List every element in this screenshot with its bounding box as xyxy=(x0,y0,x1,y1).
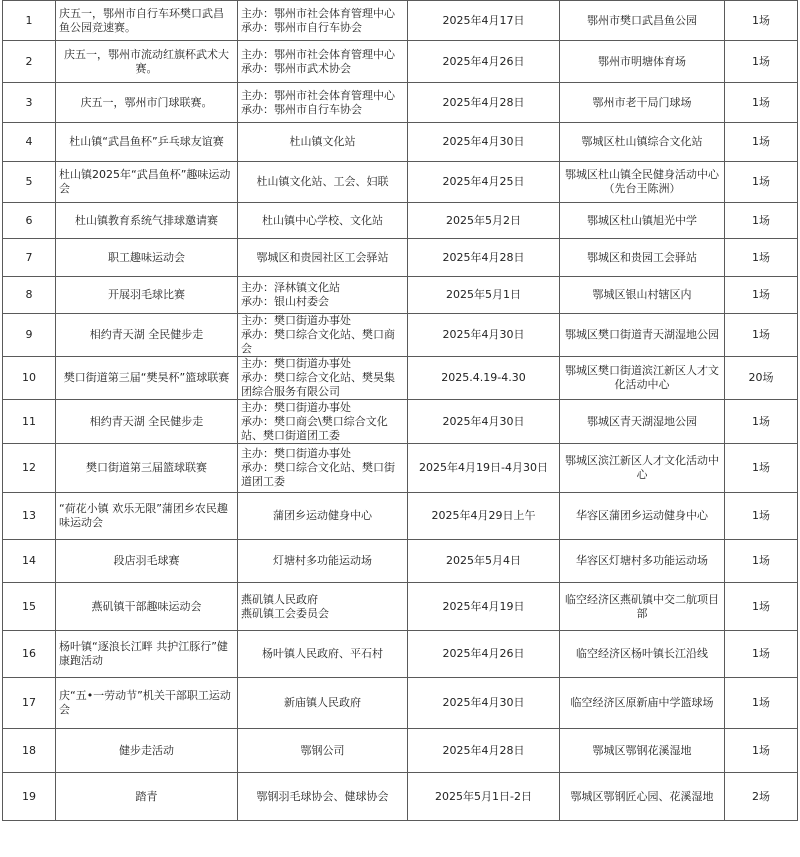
row-number-cell: 16 xyxy=(3,631,56,678)
session-count-cell: 1场 xyxy=(725,493,798,540)
session-count-cell: 1场 xyxy=(725,162,798,203)
session-count-cell: 2场 xyxy=(725,773,798,821)
table-row xyxy=(3,203,798,239)
organizer-cell xyxy=(238,540,408,583)
event-name-cell: “荷花小镇 欢乐无限”蒲团乡农民趣味运动会 xyxy=(56,493,238,540)
organizer-line: 杨叶镇人民政府、平石村 xyxy=(262,647,383,660)
event-name-cell: 杜山镇2025年“武昌鱼杯”趣味运动会 xyxy=(56,162,238,203)
row-number-cell: 1 xyxy=(3,1,56,41)
organizer-line: 蒲团乡运动健身中心 xyxy=(273,509,372,522)
organizer-line: 承办：樊口综合文化站、樊口商会 xyxy=(241,328,395,355)
session-count-cell: 1场 xyxy=(725,203,798,239)
table-row xyxy=(3,314,798,357)
organizer-cell xyxy=(238,162,408,203)
organizer-cell xyxy=(238,357,408,400)
venue-cell: 鄂城区银山村辖区内 xyxy=(560,277,725,314)
venue-cell: 临空经济区燕矶镇中交二航项目部 xyxy=(560,583,725,631)
table-row xyxy=(3,444,798,493)
organizer-cell xyxy=(238,83,408,123)
table-row xyxy=(3,162,798,203)
venue-cell: 华容区蒲团乡运动健身中心 xyxy=(560,493,725,540)
organizer-cell xyxy=(238,729,408,773)
venue-cell: 鄂城区杜山镇综合文化站 xyxy=(560,123,725,162)
row-number-cell: 8 xyxy=(3,277,56,314)
table-row xyxy=(3,583,798,631)
event-name-cell: 庆“五•一劳动节”机关干部职工运动会 xyxy=(56,678,238,729)
venue-cell: 临空经济区原新庙中学篮球场 xyxy=(560,678,725,729)
event-schedule-table xyxy=(2,0,798,821)
table-row xyxy=(3,239,798,277)
session-count-cell: 1场 xyxy=(725,314,798,357)
venue-cell: 鄂城区樊口街道青天湖湿地公园 xyxy=(560,314,725,357)
event-name-cell: 杨叶镇“逐浪长江畔 共护江豚行”健康跑活动 xyxy=(56,631,238,678)
event-date-cell: 2025年4月30日 xyxy=(408,678,560,729)
organizer-cell xyxy=(238,203,408,239)
organizer-line: 主办：鄂州市社会体育管理中心 xyxy=(241,47,395,61)
event-date-cell: 2025年4月17日 xyxy=(408,1,560,41)
event-name-cell: 开展羽毛球比赛 xyxy=(56,277,238,314)
session-count-cell: 1场 xyxy=(725,540,798,583)
event-date-cell: 2025年4月28日 xyxy=(408,83,560,123)
venue-cell: 鄂城区樊口街道滨江新区人才文化活动中心 xyxy=(560,357,725,400)
venue-cell: 鄂城区滨江新区人才文化活动中心 xyxy=(560,444,725,493)
venue-cell: 华容区灯塘村多功能运动场 xyxy=(560,540,725,583)
organizer-line: 燕矶镇人民政府 xyxy=(241,592,318,606)
table-row xyxy=(3,773,798,821)
venue-cell: 鄂城区杜山镇旭光中学 xyxy=(560,203,725,239)
row-number-cell: 9 xyxy=(3,314,56,357)
session-count-cell: 1场 xyxy=(725,41,798,83)
organizer-line: 主办：樊口街道办事处 xyxy=(241,314,351,327)
event-date-cell: 2025年4月30日 xyxy=(408,314,560,357)
organizer-line: 承办：银山村委会 xyxy=(241,295,329,308)
row-number-cell: 2 xyxy=(3,41,56,83)
venue-cell: 临空经济区杨叶镇长江沿线 xyxy=(560,631,725,678)
event-date-cell: 2025年4月25日 xyxy=(408,162,560,203)
organizer-cell xyxy=(238,123,408,162)
organizer-line: 燕矶镇工会委员会 xyxy=(241,606,329,620)
event-name-cell: 相约青天湖 全民健步走 xyxy=(56,400,238,444)
table-row xyxy=(3,277,798,314)
event-date-cell: 2025年4月19日 xyxy=(408,583,560,631)
session-count-cell: 1场 xyxy=(725,583,798,631)
event-date-cell: 2025年5月4日 xyxy=(408,540,560,583)
event-name-cell: 樊口街道第三届“樊昊杯”篮球联赛 xyxy=(56,357,238,400)
organizer-line: 主办：樊口街道办事处 xyxy=(241,447,351,460)
organizer-line: 杜山镇中心学校、文化站 xyxy=(262,213,383,227)
organizer-line: 新庙镇人民政府 xyxy=(284,696,361,709)
venue-cell: 鄂州市樊口武昌鱼公园 xyxy=(560,1,725,41)
organizer-cell xyxy=(238,583,408,631)
organizer-line: 鄂城区和贵园社区工会驿站 xyxy=(256,250,389,264)
table-row xyxy=(3,123,798,162)
organizer-cell xyxy=(238,631,408,678)
event-date-cell: 2025年4月26日 xyxy=(408,41,560,83)
table-row xyxy=(3,83,798,123)
event-name-cell: 职工趣味运动会 xyxy=(56,239,238,277)
event-date-cell: 2025年5月1日 xyxy=(408,277,560,314)
table-row xyxy=(3,41,798,83)
table-row xyxy=(3,678,798,729)
venue-cell: 鄂城区青天湖湿地公园 xyxy=(560,400,725,444)
row-number-cell: 10 xyxy=(3,357,56,400)
organizer-line: 杜山镇文化站、工会、妇联 xyxy=(256,175,389,188)
organizer-cell xyxy=(238,678,408,729)
organizer-cell xyxy=(238,444,408,493)
session-count-cell: 1场 xyxy=(725,400,798,444)
organizer-line: 主办：樊口街道办事处 xyxy=(241,357,351,370)
session-count-cell: 20场 xyxy=(725,357,798,400)
row-number-cell: 11 xyxy=(3,400,56,444)
venue-cell: 鄂州市老干局门球场 xyxy=(560,83,725,123)
organizer-line: 灯塘村多功能运动场 xyxy=(273,554,372,567)
event-date-cell: 2025年4月19日-4月30日 xyxy=(408,444,560,493)
table-body xyxy=(3,1,798,821)
organizer-line: 主办：樊口街道办事处 xyxy=(241,400,351,414)
organizer-line: 主办：泽林镇文化站 xyxy=(241,281,340,294)
organizer-line: 承办：鄂州市武术协会 xyxy=(241,61,351,75)
organizer-line: 杜山镇文化站 xyxy=(289,135,356,148)
organizer-line: 承办：樊口综合文化站、樊昊集团综合服务有限公司 xyxy=(241,371,395,398)
row-number-cell: 12 xyxy=(3,444,56,493)
organizer-cell xyxy=(238,1,408,41)
event-name-cell: 庆五一，鄂州市自行车环樊口武昌鱼公园竞速赛。 xyxy=(56,1,238,41)
event-name-cell: 杜山镇教育系统气排球邀请赛 xyxy=(56,203,238,239)
event-date-cell: 2025年4月28日 xyxy=(408,239,560,277)
table-row xyxy=(3,493,798,540)
organizer-line: 主办：鄂州市社会体育管理中心 xyxy=(241,6,395,20)
row-number-cell: 6 xyxy=(3,203,56,239)
session-count-cell: 1场 xyxy=(725,631,798,678)
session-count-cell: 1场 xyxy=(725,444,798,493)
event-name-cell: 相约青天湖 全民健步走 xyxy=(56,314,238,357)
session-count-cell: 1场 xyxy=(725,729,798,773)
row-number-cell: 17 xyxy=(3,678,56,729)
session-count-cell: 1场 xyxy=(725,83,798,123)
organizer-cell xyxy=(238,239,408,277)
row-number-cell: 13 xyxy=(3,493,56,540)
event-date-cell: 2025年5月1日-2日 xyxy=(408,773,560,821)
event-name-cell: 庆五一，鄂州市流动红旗杯武术大赛。 xyxy=(56,41,238,83)
event-name-cell: 庆五一，鄂州市门球联赛。 xyxy=(56,83,238,123)
organizer-cell xyxy=(238,400,408,444)
row-number-cell: 7 xyxy=(3,239,56,277)
venue-cell: 鄂城区杜山镇全民健身活动中心（先台王陈洲） xyxy=(560,162,725,203)
row-number-cell: 15 xyxy=(3,583,56,631)
event-date-cell: 2025年4月29日上午 xyxy=(408,493,560,540)
row-number-cell: 18 xyxy=(3,729,56,773)
venue-cell: 鄂城区鄂钢花溪湿地 xyxy=(560,729,725,773)
organizer-cell xyxy=(238,773,408,821)
table-row xyxy=(3,1,798,41)
row-number-cell: 19 xyxy=(3,773,56,821)
row-number-cell: 5 xyxy=(3,162,56,203)
event-name-cell: 樊口街道第三届篮球联赛 xyxy=(56,444,238,493)
session-count-cell: 1场 xyxy=(725,678,798,729)
event-date-cell: 2025年4月30日 xyxy=(408,400,560,444)
session-count-cell: 1场 xyxy=(725,123,798,162)
organizer-line: 鄂钢羽毛球协会、健球协会 xyxy=(256,789,389,803)
event-name-cell: 踏青 xyxy=(56,773,238,821)
row-number-cell: 3 xyxy=(3,83,56,123)
event-name-cell: 杜山镇“武昌鱼杯”乒乓球友谊赛 xyxy=(56,123,238,162)
organizer-line: 承办：鄂州市自行车协会 xyxy=(241,102,362,116)
venue-cell: 鄂州市明塘体育场 xyxy=(560,41,725,83)
organizer-line: 鄂钢公司 xyxy=(300,743,345,757)
table-row xyxy=(3,540,798,583)
row-number-cell: 4 xyxy=(3,123,56,162)
event-date-cell: 2025年4月28日 xyxy=(408,729,560,773)
row-number-cell: 14 xyxy=(3,540,56,583)
session-count-cell: 1场 xyxy=(725,1,798,41)
table-row xyxy=(3,357,798,400)
event-name-cell: 健步走活动 xyxy=(56,729,238,773)
organizer-line: 承办：樊口综合文化站、樊口街道团工委 xyxy=(241,461,395,488)
table-row xyxy=(3,729,798,773)
session-count-cell: 1场 xyxy=(725,277,798,314)
venue-cell: 鄂城区鄂钢匠心园、花溪湿地 xyxy=(560,773,725,821)
organizer-cell xyxy=(238,277,408,314)
organizer-cell xyxy=(238,314,408,357)
venue-cell: 鄂城区和贵园工会驿站 xyxy=(560,239,725,277)
event-date-cell: 2025年4月30日 xyxy=(408,123,560,162)
table-row xyxy=(3,631,798,678)
event-date-cell: 2025.4.19-4.30 xyxy=(408,357,560,400)
event-name-cell: 燕矶镇干部趣味运动会 xyxy=(56,583,238,631)
organizer-line: 承办：樊口商会\樊口综合文化站、樊口街道团工委 xyxy=(241,414,388,442)
organizer-line: 承办：鄂州市自行车协会 xyxy=(241,20,362,34)
session-count-cell: 1场 xyxy=(725,239,798,277)
table-row xyxy=(3,400,798,444)
event-date-cell: 2025年5月2日 xyxy=(408,203,560,239)
organizer-cell xyxy=(238,41,408,83)
event-name-cell: 段店羽毛球赛 xyxy=(56,540,238,583)
organizer-cell xyxy=(238,493,408,540)
organizer-line: 主办：鄂州市社会体育管理中心 xyxy=(241,88,395,102)
event-date-cell: 2025年4月26日 xyxy=(408,631,560,678)
